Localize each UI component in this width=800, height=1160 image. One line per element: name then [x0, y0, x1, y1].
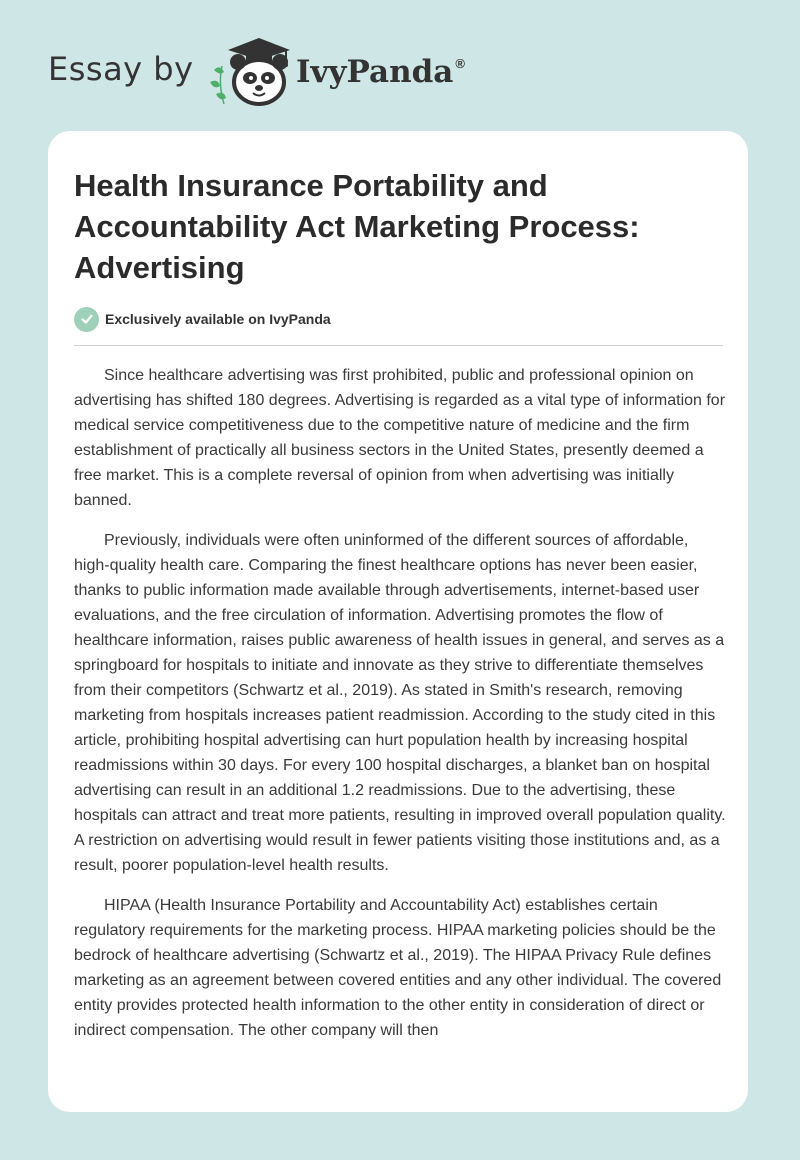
essay-by-label: Essay by — [48, 50, 194, 88]
divider — [74, 345, 723, 346]
registered-mark: ® — [455, 56, 465, 71]
paragraph: HIPAA (Health Insurance Portability and Accountability Act) establishes certain regulatory requirements for the marketing process. HIPAA marketing policies should be the bedrock of healthcare advertising (Schwartz et al., 2019). The HIPAA Privacy Rule defines marketing as an agreement between covered entities and any other individual. The covered entity provides protected health information to the other entity in consideration of direct or indirect compensation. The other company will then — [74, 897, 722, 1039]
ivy-leaf-icon — [210, 66, 226, 104]
panda-graduate-icon[interactable] — [206, 30, 296, 110]
essay-card — [48, 131, 748, 1112]
essay-body — [74, 363, 726, 1058]
availability-badge — [74, 306, 331, 332]
site-header — [48, 30, 548, 110]
brand-name[interactable]: IvyPanda ® — [296, 54, 465, 90]
paragraph: Since healthcare advertising was first prohibited, public and professional opinion on advertising has shifted 180 degrees. Advertising is regarded as a vital type of information for medical service competitiveness due to the competitive nature of medicine and the firm establishment of practically all business sectors in the United States, presently deemed a free market. This is a complete reversal of opinion from when advertising was initially banned. — [74, 367, 726, 509]
badge-label: Exclusively available on IvyPanda — [105, 311, 331, 327]
paragraph: Previously, individuals were often uninformed of the different sources of affordable, high-quality health care. Comparing the finest healthcare options has never been easier, thanks to public information made available through advertisements, internet-based user evaluations, and the free circulation of information. Advertising promotes the flow of healthcare information, raises public awareness of health issues in general, and serves as a springboard for hospitals to initiate and innovate as they strive to differentiate themselves from their competitors (Schwartz et al., 2019). As stated in Smith's research, removing marketing from hospitals increases patient readmission. According to the study cited in this article, prohibiting hospital advertising can hurt population health by increasing hospital readmissions within 30 days. For every 100 hospital discharges, a blanket ban on hospital advertising can result in an additional 1.2 readmissions. Due to the advertising, these hospitals can attract and treat more patients, resulting in improved overall population quality. A restriction on advertising would result in fewer patients visiting those institutions and, as a result, poorer population-level health results. — [74, 532, 726, 874]
check-circle-icon — [74, 307, 99, 332]
essay-title: Health Insurance Portability and Accountability Act Marketing Process: Advertising — [74, 168, 640, 285]
